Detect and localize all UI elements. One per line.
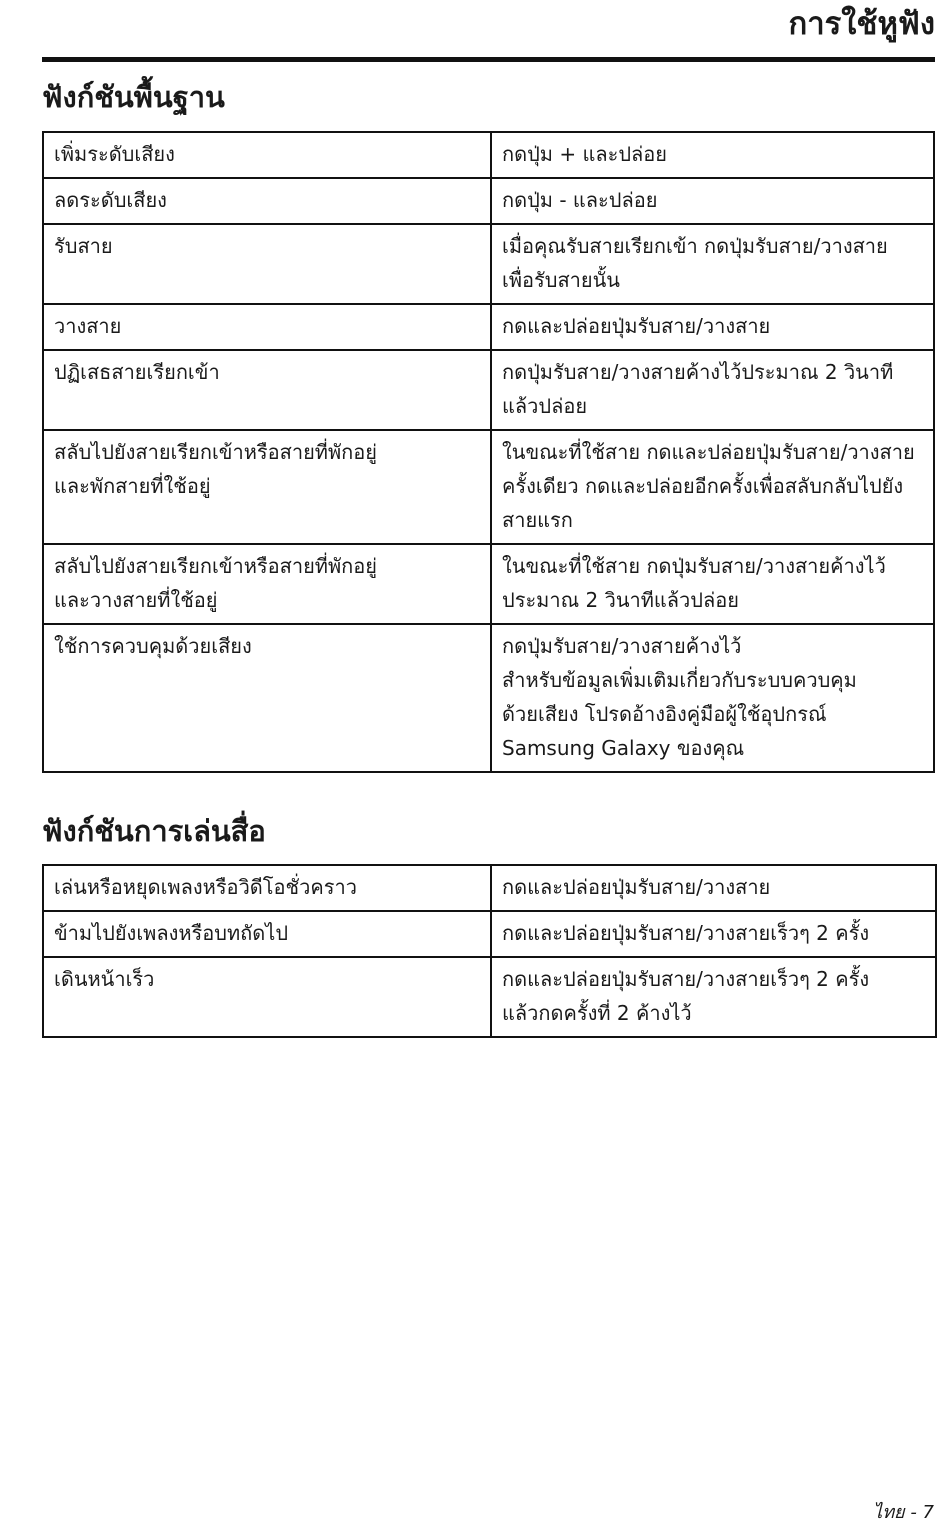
table-row bbox=[43, 304, 934, 350]
table-row bbox=[43, 544, 934, 624]
table-row bbox=[43, 911, 936, 957]
function-name-cell: วางสาย bbox=[43, 304, 491, 350]
function-description-cell: กดและปล่อยปุ่มรับสาย/วางสาย bbox=[491, 865, 936, 911]
function-description-cell: กดปุ่มรับสาย/วางสายค้างไว้ประมาณ 2 วินาที แล้วปล่อย bbox=[491, 350, 934, 430]
table-row bbox=[43, 350, 934, 430]
function-name-cell: ปฏิเสธสายเรียกเข้า bbox=[43, 350, 491, 430]
function-name-cell: ลดระดับเสียง bbox=[43, 178, 491, 224]
function-name-cell: สลับไปยังสายเรียกเข้าหรือสายที่พักอยู่ และวางสายที่ใช้อยู่ bbox=[43, 544, 491, 624]
table-row bbox=[43, 430, 934, 544]
table-row bbox=[43, 132, 934, 178]
function-name-cell: สลับไปยังสายเรียกเข้าหรือสายที่พักอยู่ และพักสายที่ใช้อยู่ bbox=[43, 430, 491, 544]
function-name-cell: ข้ามไปยังเพลงหรือบทถัดไป bbox=[43, 911, 491, 957]
page-header bbox=[42, 0, 935, 62]
function-description-cell: กดปุ่ม - และปล่อย bbox=[491, 178, 934, 224]
function-description-cell: กดปุ่ม + และปล่อย bbox=[491, 132, 934, 178]
function-name-cell: รับสาย bbox=[43, 224, 491, 304]
table-row bbox=[43, 224, 934, 304]
function-description-cell: ในขณะที่ใช้สาย กดปุ่มรับสาย/วางสายค้างไว้ ประมาณ 2 วินาทีแล้วปล่อย bbox=[491, 544, 934, 624]
table-row bbox=[43, 624, 934, 772]
function-description-cell: เมื่อคุณรับสายเรียกเข้า กดปุ่มรับสาย/วางสาย เพื่อรับสายนั้น bbox=[491, 224, 934, 304]
section-title-basic-functions: ฟังก์ชันพื้นฐาน bbox=[42, 80, 225, 114]
function-name-cell: เดินหน้าเร็ว bbox=[43, 957, 491, 1037]
function-description-cell: กดและปล่อยปุ่มรับสาย/วางสายเร็วๆ 2 ครั้ง แล้วกดครั้งที่ 2 ค้างไว้ bbox=[491, 957, 936, 1037]
function-description-cell: กดและปล่อยปุ่มรับสาย/วางสายเร็วๆ 2 ครั้ง bbox=[491, 911, 936, 957]
page-number: ไทย - 7 bbox=[873, 1502, 934, 1523]
function-description-cell: กดปุ่มรับสาย/วางสายค้างไว้ สำหรับข้อมูลเพิ่มเติมเกี่ยวกับระบบควบคุม ด้วยเสียง โปรดอ้างอิงคู่มือผู้ใช้อุปกรณ์ Samsung Galaxy ของคุณ bbox=[491, 624, 934, 772]
media-functions-table bbox=[42, 864, 937, 1038]
page-title: การใช้หูฟัง bbox=[788, 6, 935, 42]
table-row bbox=[43, 957, 936, 1037]
function-name-cell: เล่นหรือหยุดเพลงหรือวิดีโอชั่วคราว bbox=[43, 865, 491, 911]
basic-functions-table bbox=[42, 131, 935, 773]
function-name-cell: เพิ่มระดับเสียง bbox=[43, 132, 491, 178]
function-description-cell: ในขณะที่ใช้สาย กดและปล่อยปุ่มรับสาย/วางสาย ครั้งเดียว กดและปล่อยอีกครั้งเพื่อสลับกลับไปยัง สายแรก bbox=[491, 430, 934, 544]
function-description-cell: กดและปล่อยปุ่มรับสาย/วางสาย bbox=[491, 304, 934, 350]
section-title-media-functions: ฟังก์ชันการเล่นสื่อ bbox=[42, 814, 266, 848]
table-row bbox=[43, 865, 936, 911]
table-row bbox=[43, 178, 934, 224]
function-name-cell: ใช้การควบคุมด้วยเสียง bbox=[43, 624, 491, 772]
